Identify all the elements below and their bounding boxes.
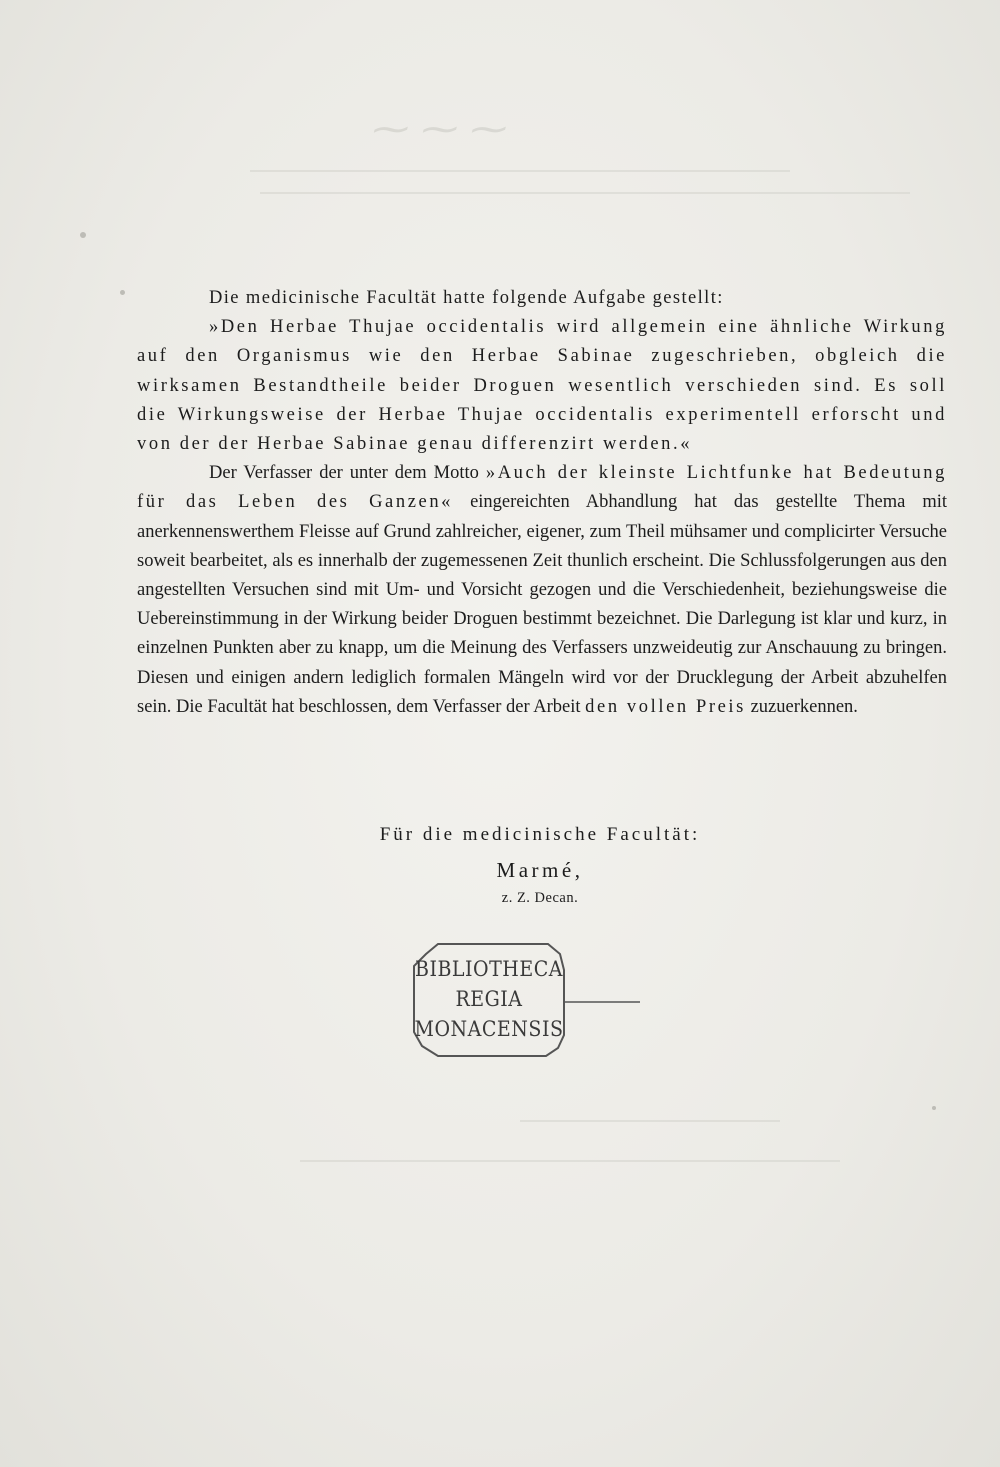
bleed-through-line [260, 192, 910, 194]
stamp-line-1: BIBLIOTHECA [415, 956, 563, 982]
signature-for-line: Für die medicinische Facultät: [379, 824, 701, 845]
verdict-end: zuzuerkennen. [750, 696, 858, 717]
bleed-through-mark: ⁓ ⁓ ⁓ [370, 109, 506, 149]
task-paragraph: »Den Herbae Thujae occidentalis wird allgemein eine ähnliche Wirkung auf den Organismus wie den Herbae Sabinae zugeschrieben, obgleich die wirksamen Bestandtheile beider Droguen wesentlich verschieden sind. Es soll die Wirkungsweise der Herbae Thujae occidentalis experimentell erforscht und von der der Herbae Sabinae genau differenzirt werden.« [137, 317, 947, 455]
verdict-part2: eingereichten Abhandlung hat das gestellte Thema mit anerkennenswerthem Fleisse auf Grund zahlreicher, eigener, zum Theil mühsamer und complicirter Versuche soweit bearbeitet, als es innerhalb der zugemessenen Zeit thunlich erscheint. Die Schlussfolgerungen aus den angestellten Versuchen sind mit Um- und Vorsicht gezogen und die Verschiedenheit, beziehungsweise die Uebereinstimmung in der Wirkung beider Droguen bestimmt bezeichnet. Die Darlegung ist klar und kurz, in einzelnen Punkten aber zu knapp, um die Meinung des Verfassers unzweideutig zur Anschauung zu bringen. Diesen und einigen andern lediglich formalen Mängeln wird vor der Drucklegung der Arbeit abzuhelfen sein. Die Facultät hat beschlossen, dem Verfasser der Arbeit [137, 492, 948, 717]
stamp-line-2: REGIA [455, 986, 523, 1012]
motto: »Auch der kleinste Lichtfunke hat Bedeutung für das Leben des Ganzen« [137, 463, 948, 513]
signature-role: z. Z. Decan. [501, 890, 579, 906]
bleed-through-line [250, 170, 790, 172]
prize: den vollen Preis [585, 696, 746, 717]
paper-speck [120, 290, 125, 295]
bleed-through-line [520, 1120, 780, 1122]
intro-line: Die medicinische Facultät hatte folgende Aufgabe gestellt: [209, 288, 724, 308]
stamp-line-3: MONACENSIS [414, 1016, 564, 1042]
bleed-through-line [300, 1160, 840, 1162]
signature-name: Marmé, [496, 858, 584, 882]
paper-speck [932, 1106, 936, 1110]
announcement-text [137, 284, 947, 722]
verdict-paragraph [137, 459, 947, 722]
verdict-part1: Der Verfasser der unter dem Motto [209, 463, 479, 484]
library-stamp [408, 940, 640, 1060]
paper-speck [80, 232, 86, 238]
